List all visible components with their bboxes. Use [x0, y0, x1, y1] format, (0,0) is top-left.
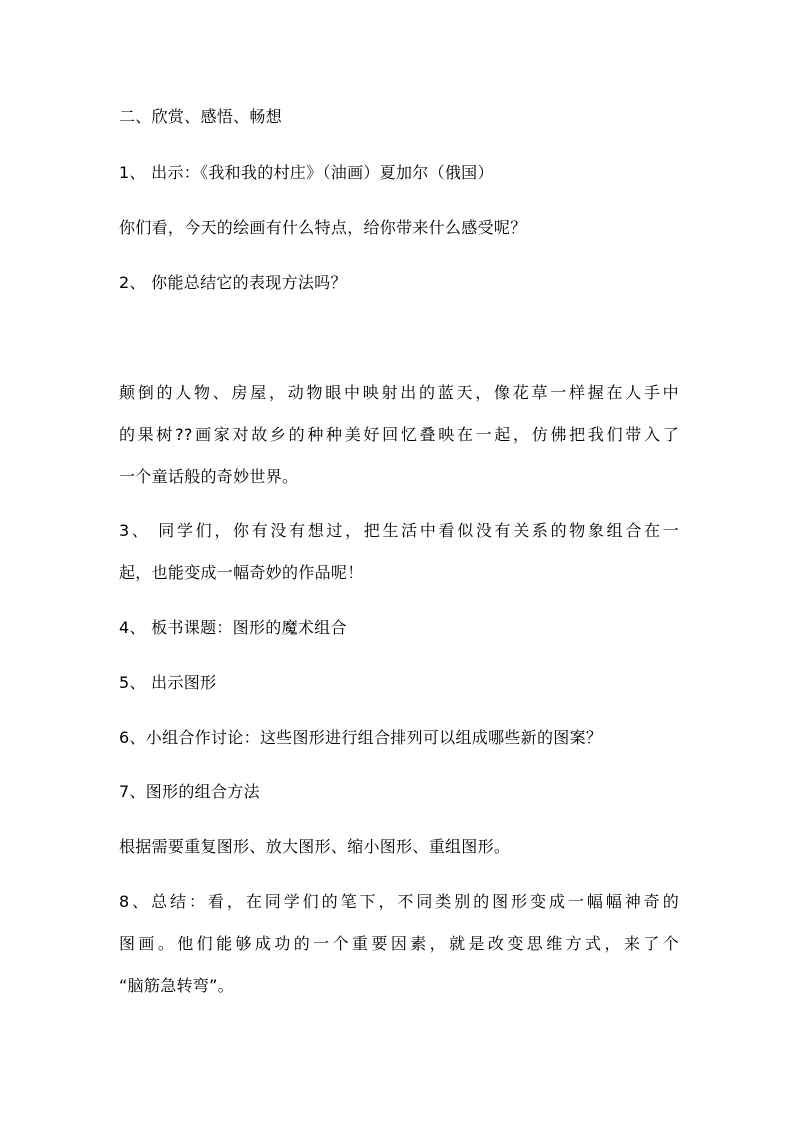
paragraph-1-line-3: 一个童话般的奇妙世界。 — [119, 467, 299, 486]
item-8-line-2: 图画。他们能够成功的一个重要因素，就是改变思维方式，来了个 — [119, 934, 679, 953]
item-5-show-shapes: 5、 出示图形 — [119, 673, 217, 692]
item-4-lesson-title: 4、 板书课题：图形的魔术组合 — [119, 618, 347, 637]
item-8-line-3: “脑筋急转弯”。 — [119, 976, 234, 995]
item-3-line-2: 起，也能变成一幅奇妙的作品呢！ — [119, 563, 364, 582]
question-1: 你们看，今天的绘画有什么特点，给你带来什么感受呢？ — [119, 218, 527, 237]
item-2-summary-question: 2、 你能总结它的表现方法吗？ — [119, 273, 347, 292]
item-3-line-1: 3、 同学们，你有没有想过，把生活中看似没有关系的物象组合在一 — [119, 521, 679, 540]
paragraph-1-line-1: 颠倒的人物、房屋，动物眼中映射出的蓝天，像花草一样握在人手中 — [119, 383, 679, 402]
item-6-group-discussion: 6、小组合作讨论：这些图形进行组合排列可以组成哪些新的图案？ — [119, 728, 603, 747]
item-8-line-1: 8、总结：看，在同学们的笔下，不同类别的图形变成一幅幅神奇的 — [119, 892, 679, 911]
item-7-combination-methods: 7、图形的组合方法 — [119, 782, 260, 801]
item-1-show-painting: 1、 出示：《我和我的村庄》（油画）夏加尔（俄国） — [119, 163, 494, 182]
section-heading: 二、欣赏、感悟、畅想 — [119, 107, 283, 126]
methods-list: 根据需要重复图形、放大图形、缩小图形、重组图形。 — [119, 837, 511, 856]
paragraph-1-line-2: 的果树??画家对故乡的种种美好回忆叠映在一起，仿佛把我们带入了 — [119, 425, 679, 444]
